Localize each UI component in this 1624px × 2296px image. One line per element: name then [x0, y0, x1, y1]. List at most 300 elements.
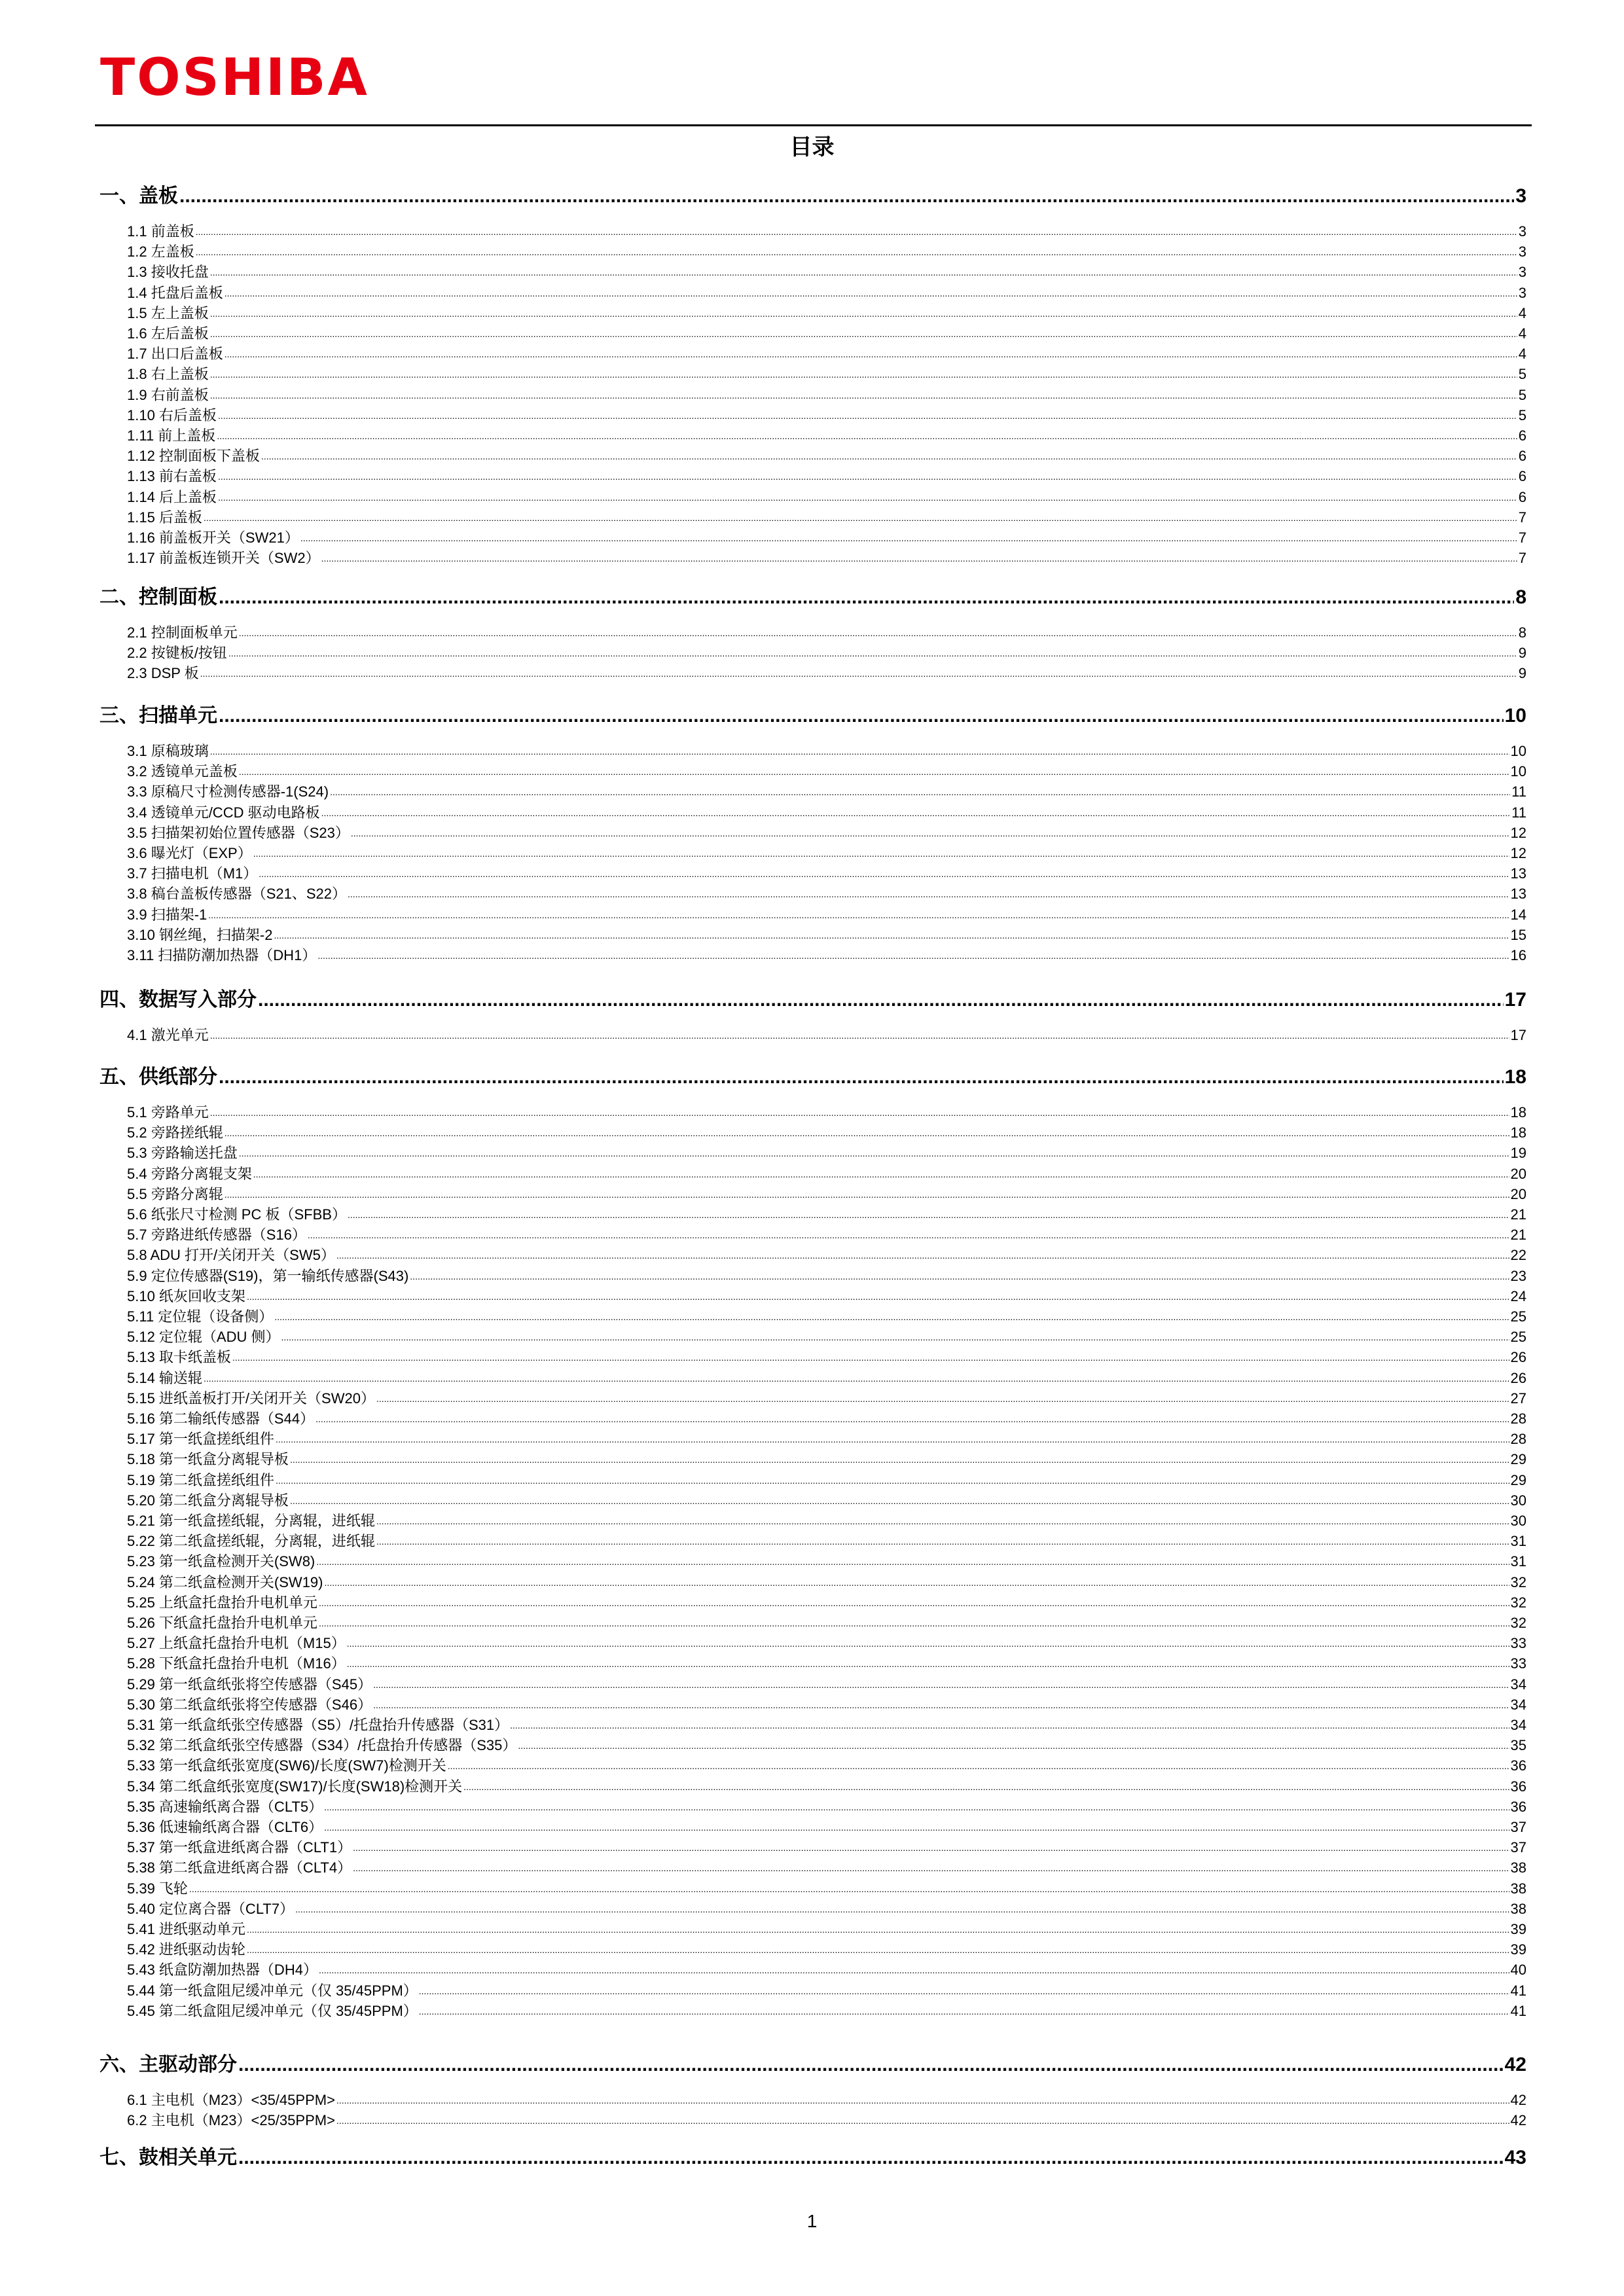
- dot-leader: [253, 1166, 1509, 1183]
- toc-item-label: 5.45 第二纸盒阻尼缓冲单元（仅 35/45PPM）: [127, 2002, 418, 2019]
- toc-item[interactable]: [99, 1941, 1526, 1958]
- toc-item-label: 5.15 进纸盖板打开/关闭开关（SW20）: [127, 1390, 375, 1407]
- toc-item[interactable]: [99, 906, 1526, 924]
- toc-item[interactable]: [99, 1839, 1526, 1856]
- toc-item[interactable]: [99, 1104, 1526, 1121]
- toc-item-label: 5.35 高速输纸离合器（CLT5）: [127, 1798, 323, 1815]
- toc-item-label: 5.23 第一纸盒检测开关(SW8): [127, 1553, 316, 1570]
- toc-item[interactable]: [99, 1676, 1526, 1693]
- toc-item-label: 5.7 旁路进纸传感器（S16）: [127, 1227, 306, 1244]
- toc-item[interactable]: [99, 550, 1526, 567]
- toc-chapter-page: 43: [1504, 2147, 1526, 2168]
- dot-leader: [225, 1124, 1509, 1141]
- toc-item-label: 5.25 上纸盒托盘抬升电机单元: [127, 1594, 317, 1611]
- toc-item[interactable]: [99, 489, 1526, 506]
- toc-item-page: 34: [1510, 1676, 1526, 1693]
- toc-item-label: 5.37 第一纸盒进纸离合器（CLT1）: [127, 1839, 352, 1856]
- toc-item[interactable]: [99, 1027, 1526, 1044]
- toc-item-page: 42: [1510, 2092, 1526, 2108]
- toc-item-page: 21: [1510, 1206, 1526, 1223]
- toc-item[interactable]: [99, 1778, 1526, 1795]
- dot-leader: [347, 1655, 1509, 1672]
- dot-leader: [448, 1757, 1509, 1774]
- toc-item[interactable]: [99, 1431, 1526, 1448]
- toc-chapter-label: 四、数据写入部分: [99, 989, 257, 1011]
- dot-leader: [373, 1696, 1509, 1713]
- dot-leader: [247, 1921, 1509, 1938]
- toc-item-page: 10: [1510, 743, 1526, 759]
- toc-item[interactable]: [99, 1635, 1526, 1652]
- toc-item[interactable]: [99, 243, 1526, 260]
- toc-chapter-label: 一、盖板: [99, 185, 178, 207]
- toc-item-page: 27: [1510, 1390, 1526, 1407]
- toc-item[interactable]: [99, 2112, 1526, 2129]
- toc-item-label: 5.43 纸盒防潮加热器（DH4）: [127, 1962, 317, 1979]
- toc-item-page: 9: [1518, 645, 1526, 662]
- toc-chapter-label: 三、扫描单元: [99, 705, 217, 726]
- toc-item-label: 1.11 前上盖板: [127, 427, 216, 444]
- toc-item-page: 33: [1510, 1635, 1526, 1652]
- dot-leader: [200, 665, 1517, 682]
- toc-item[interactable]: [99, 1799, 1526, 1816]
- toc-chapter[interactable]: [99, 705, 1526, 727]
- toc-item[interactable]: [99, 1390, 1526, 1407]
- toc-item-page: 39: [1510, 1921, 1526, 1937]
- dot-leader: [316, 1553, 1509, 1570]
- toc-item-page: 32: [1510, 1594, 1526, 1611]
- dot-leader: [463, 1778, 1509, 1795]
- dot-leader: [217, 427, 1517, 444]
- toc-chapter-page: 17: [1504, 989, 1526, 1011]
- toc-item-page: 26: [1510, 1369, 1526, 1386]
- toc-item-page: 29: [1510, 1471, 1526, 1488]
- toc-item[interactable]: [99, 407, 1526, 424]
- toc-item[interactable]: [99, 1696, 1526, 1713]
- dot-leader: [247, 1288, 1509, 1305]
- toc-item-page: 16: [1510, 947, 1526, 963]
- dot-leader: [210, 366, 1517, 383]
- dot-leader: [336, 2112, 1509, 2129]
- toc-item-page: 36: [1510, 1778, 1526, 1795]
- toc-item[interactable]: [99, 1553, 1526, 1570]
- dot-leader: [295, 1901, 1509, 1918]
- dot-leader: [300, 529, 1517, 547]
- toc-item-page: 18: [1510, 1104, 1526, 1121]
- dot-leader: [376, 1390, 1509, 1407]
- toc-item-page: 38: [1510, 1900, 1526, 1917]
- toc-item[interactable]: [99, 1819, 1526, 1836]
- toc-item-page: 31: [1510, 1553, 1526, 1570]
- dot-leader: [410, 1268, 1509, 1285]
- toc-item[interactable]: [99, 845, 1526, 862]
- toc-item-page: 15: [1510, 926, 1526, 943]
- toc-item-page: 11: [1511, 783, 1526, 800]
- dot-leader: [336, 1247, 1509, 1264]
- toc-chapter-page: 8: [1515, 586, 1526, 608]
- toc-item-label: 1.9 右前盖板: [127, 386, 209, 403]
- dot-leader: [259, 865, 1509, 882]
- toc-item-page: 3: [1518, 243, 1526, 260]
- toc-item[interactable]: [99, 763, 1526, 780]
- toc-item[interactable]: [99, 1145, 1526, 1162]
- toc-item-page: 41: [1510, 2002, 1526, 2019]
- toc-item[interactable]: [99, 509, 1526, 526]
- toc-item-page: 35: [1510, 1737, 1526, 1754]
- dot-leader: [321, 550, 1517, 567]
- dot-leader: [210, 1027, 1509, 1044]
- toc-item[interactable]: [99, 1859, 1526, 1876]
- dot-leader: [319, 1615, 1509, 1632]
- dot-leader: [239, 1145, 1509, 1162]
- toc-item-label: 1.1 前盖板: [127, 223, 194, 240]
- toc-item-label: 5.38 第二纸盒进纸离合器（CLT4）: [127, 1859, 352, 1876]
- toshiba-logo: TOSHIBA: [100, 48, 369, 107]
- toc-item[interactable]: [99, 1513, 1526, 1530]
- dot-leader: [238, 2147, 1504, 2169]
- toc-item[interactable]: [99, 1533, 1526, 1550]
- toc-item-label: 5.42 进纸驱动齿轮: [127, 1941, 245, 1958]
- toc-item[interactable]: [99, 387, 1526, 404]
- dot-leader: [330, 783, 1510, 800]
- toc-item-page: 5: [1518, 366, 1526, 383]
- toc-item-page: 26: [1510, 1349, 1526, 1366]
- toc-item-label: 5.39 飞轮: [127, 1880, 188, 1897]
- toc-item-label: 2.1 控制面板单元: [127, 624, 238, 641]
- dot-leader: [225, 1186, 1509, 1203]
- toc-item[interactable]: [99, 1166, 1526, 1183]
- toc-item-label: 5.16 第二输纸传感器（S44）: [127, 1410, 315, 1427]
- toc-item-label: 3.1 原稿玻璃: [127, 743, 209, 759]
- toc-item-label: 5.10 纸灰回收支架: [127, 1287, 245, 1304]
- toc-item-page: 30: [1510, 1492, 1526, 1509]
- toc-item-page: 30: [1510, 1513, 1526, 1529]
- page-number: 1: [806, 2211, 818, 2231]
- toc-item-page: 38: [1510, 1880, 1526, 1897]
- toc-item[interactable]: [99, 1921, 1526, 1938]
- toc-item-label: 5.5 旁路分离辊: [127, 1185, 223, 1202]
- toc-item[interactable]: [99, 1492, 1526, 1509]
- toc-item-page: 34: [1510, 1717, 1526, 1733]
- toc-item-page: 37: [1510, 1819, 1526, 1835]
- dot-leader: [210, 1104, 1509, 1121]
- toc-item[interactable]: [99, 1308, 1526, 1325]
- toc-item-page: 6: [1518, 427, 1526, 444]
- toc-item-page: 34: [1510, 1696, 1526, 1713]
- toc-chapter[interactable]: [99, 989, 1526, 1011]
- toc-item-page: 32: [1510, 1615, 1526, 1631]
- toc-item-label: 6.2 主电机（M23）<25/35PPM>: [127, 2112, 335, 2129]
- toc-item-label: 5.33 第一纸盒纸张宽度(SW6)/长度(SW7)检测开关: [127, 1757, 446, 1774]
- toc-item[interactable]: [99, 743, 1526, 760]
- toc-item-page: 14: [1510, 906, 1526, 923]
- toc-item[interactable]: [99, 1227, 1526, 1244]
- toc-item[interactable]: [99, 825, 1526, 842]
- toc-item[interactable]: [99, 1982, 1526, 2000]
- toc-item-page: 12: [1510, 824, 1526, 841]
- toc-item[interactable]: [99, 325, 1526, 342]
- toc-item-page: 38: [1510, 1859, 1526, 1876]
- toc-item[interactable]: [99, 886, 1526, 903]
- toc-item-label: 6.1 主电机（M23）<35/45PPM>: [127, 2092, 335, 2108]
- toc-item[interactable]: [99, 529, 1526, 547]
- toc-item[interactable]: [99, 1349, 1526, 1366]
- toc-item[interactable]: [99, 2092, 1526, 2109]
- toc-item-label: 1.2 左盖板: [127, 243, 194, 260]
- dot-leader: [281, 1329, 1509, 1346]
- toc-item[interactable]: [99, 645, 1526, 662]
- dot-leader: [274, 927, 1509, 944]
- toc-item-page: 42: [1510, 2112, 1526, 2129]
- dot-leader: [348, 1206, 1509, 1223]
- dot-leader: [324, 1819, 1509, 1836]
- dot-leader: [189, 1880, 1509, 1897]
- dot-leader: [321, 804, 1511, 821]
- dot-leader: [510, 1717, 1509, 1734]
- toc-item[interactable]: [99, 448, 1526, 465]
- toc-item-label: 5.24 第二纸盒检测开关(SW19): [127, 1573, 323, 1590]
- toc-item[interactable]: [99, 1594, 1526, 1611]
- toc-item[interactable]: [99, 624, 1526, 641]
- dot-leader: [376, 1533, 1509, 1550]
- toc-item-label: 3.7 扫描电机（M1）: [127, 865, 258, 882]
- toc-item-label: 1.4 托盘后盖板: [127, 284, 223, 301]
- dot-leader: [196, 243, 1517, 260]
- toc-item-page: 4: [1518, 325, 1526, 342]
- dot-leader: [210, 325, 1517, 342]
- toc-item-label: 5.6 纸张尺寸检测 PC 板（SFBB）: [127, 1206, 346, 1223]
- toc-item[interactable]: [99, 1186, 1526, 1203]
- toc-item-label: 5.32 第二纸盒纸张空传感器（S34）/托盘抬升传感器（S35）: [127, 1737, 517, 1754]
- toc-item-label: 3.3 原稿尺寸检测传感器-1(S24): [127, 783, 329, 800]
- toc-item-label: 5.27 上纸盒托盘抬升电机（M15）: [127, 1635, 346, 1652]
- toc-item-label: 5.40 定位离合器（CLT7）: [127, 1900, 295, 1917]
- dot-leader: [319, 1962, 1509, 1979]
- toc-item-page: 20: [1510, 1165, 1526, 1182]
- dot-leader: [253, 845, 1509, 862]
- toc-item[interactable]: [99, 366, 1526, 383]
- toc-item-page: 39: [1510, 1941, 1526, 1958]
- toc-item-label: 5.1 旁路单元: [127, 1104, 209, 1121]
- toc-item-page: 9: [1518, 665, 1526, 682]
- toc-item-label: 5.44 第一纸盒阻尼缓冲单元（仅 35/45PPM）: [127, 1982, 418, 1999]
- dot-leader: [373, 1676, 1509, 1693]
- toc-item[interactable]: [99, 947, 1526, 964]
- dot-leader: [317, 947, 1509, 964]
- toc-item-label: 5.11 定位辊（设备侧）: [127, 1308, 274, 1325]
- toc-item-label: 3.8 稿台盖板传感器（S21、S22）: [127, 886, 346, 903]
- dot-leader: [247, 1941, 1509, 1958]
- toc-chapter-label: 六、主驱动部分: [99, 2054, 237, 2075]
- dot-leader: [274, 1308, 1509, 1325]
- toc-item-label: 5.21 第一纸盒搓纸辊，分离辊，进纸辊: [127, 1513, 375, 1529]
- toc-item[interactable]: [99, 1410, 1526, 1427]
- toc-item-page: 7: [1518, 550, 1526, 567]
- toc-item-page: 17: [1510, 1027, 1526, 1043]
- toc-item[interactable]: [99, 1329, 1526, 1346]
- toc-item[interactable]: [99, 1124, 1526, 1141]
- toc-item-label: 5.22 第二纸盒搓纸辊，分离辊，进纸辊: [127, 1533, 375, 1550]
- toc-item-page: 13: [1510, 865, 1526, 882]
- toc-item[interactable]: [99, 804, 1526, 821]
- toc-item[interactable]: [99, 305, 1526, 322]
- toc-item-label: 4.1 激光单元: [127, 1027, 209, 1043]
- toc-item-page: 11: [1511, 804, 1526, 821]
- toc-item-label: 5.28 下纸盒托盘抬升电机（M16）: [127, 1655, 346, 1672]
- toc-item[interactable]: [99, 346, 1526, 363]
- dot-leader: [419, 2003, 1509, 2020]
- toc-item-page: 32: [1510, 1573, 1526, 1590]
- toc-item-page: 36: [1510, 1757, 1526, 1774]
- toc-item[interactable]: [99, 1880, 1526, 1897]
- toc-item[interactable]: [99, 783, 1526, 800]
- toc-item-label: 5.12 定位辊（ADU 侧）: [127, 1329, 280, 1346]
- toc-item-label: 5.8 ADU 打开/关闭开关（SW5）: [127, 1247, 335, 1264]
- toc-item-label: 3.5 扫描架初始位置传感器（S23）: [127, 824, 350, 841]
- dot-leader: [219, 586, 1514, 609]
- toc-item-page: 13: [1510, 886, 1526, 903]
- toc-item-label: 5.29 第一纸盒纸张将空传感器（S45）: [127, 1676, 372, 1693]
- dot-leader: [238, 2054, 1504, 2076]
- toc-item[interactable]: [99, 1615, 1526, 1632]
- dot-leader: [316, 1410, 1509, 1427]
- toc-item[interactable]: [99, 1451, 1526, 1468]
- dot-leader: [208, 906, 1509, 924]
- toc-chapter-page: 3: [1515, 185, 1526, 207]
- toc-item-page: 7: [1518, 509, 1526, 526]
- toc-chapter-page: 42: [1504, 2054, 1526, 2075]
- toc-item[interactable]: [99, 427, 1526, 444]
- toc-chapter[interactable]: [99, 1066, 1526, 1088]
- dot-leader: [276, 1431, 1509, 1448]
- toc-item-label: 1.3 接收托盘: [127, 264, 209, 281]
- toc-item[interactable]: [99, 223, 1526, 240]
- dot-leader: [210, 305, 1517, 322]
- toc-item-page: 37: [1510, 1839, 1526, 1856]
- toc-item-label: 1.7 出口后盖板: [127, 346, 223, 363]
- dot-leader: [290, 1492, 1509, 1509]
- toc-item[interactable]: [99, 665, 1526, 682]
- toc-item-label: 5.3 旁路输送托盘: [127, 1145, 238, 1162]
- toc-item-page: 5: [1518, 406, 1526, 423]
- dot-leader: [210, 264, 1517, 281]
- toc-item[interactable]: [99, 927, 1526, 944]
- toc-item[interactable]: [99, 1247, 1526, 1264]
- dot-leader: [179, 185, 1514, 207]
- dot-leader: [218, 407, 1517, 424]
- dot-leader: [196, 223, 1517, 240]
- dot-leader: [218, 468, 1517, 485]
- toc-item[interactable]: [99, 1206, 1526, 1223]
- toc-item[interactable]: [99, 468, 1526, 485]
- dot-leader: [225, 346, 1517, 363]
- toc-item-label: 1.8 右上盖板: [127, 366, 209, 383]
- toc-item-page: 28: [1510, 1410, 1526, 1427]
- toc-item-page: 21: [1510, 1227, 1526, 1244]
- toc-item[interactable]: [99, 1472, 1526, 1489]
- toc-item-page: 23: [1510, 1267, 1526, 1284]
- toc-item[interactable]: [99, 1737, 1526, 1754]
- toc-item-label: 1.14 后上盖板: [127, 488, 217, 505]
- dot-leader: [228, 645, 1517, 662]
- toc-item-page: 22: [1510, 1247, 1526, 1264]
- dot-leader: [319, 1594, 1509, 1611]
- dot-leader: [290, 1451, 1509, 1468]
- toc-item-label: 1.13 前右盖板: [127, 468, 217, 485]
- dot-leader: [347, 1635, 1509, 1652]
- toc-item-page: 3: [1518, 264, 1526, 281]
- toc-item-label: 3.4 透镜单元/CCD 驱动电路板: [127, 804, 320, 821]
- toc-item-label: 5.2 旁路搓纸辊: [127, 1124, 223, 1141]
- toc-chapter[interactable]: [99, 586, 1526, 609]
- toc-item[interactable]: [99, 1268, 1526, 1285]
- dot-leader: [219, 1066, 1504, 1088]
- dot-leader: [348, 886, 1509, 903]
- dot-leader: [261, 448, 1517, 465]
- table-of-contents: [99, 0, 1526, 2296]
- toc-item[interactable]: [99, 1288, 1526, 1305]
- toc-item-label: 1.6 左后盖板: [127, 325, 209, 342]
- toc-item-label: 1.12 控制面板下盖板: [127, 448, 260, 465]
- toc-item-label: 5.13 取卡纸盖板: [127, 1349, 231, 1366]
- toc-item-page: 4: [1518, 346, 1526, 363]
- toc-item-label: 5.41 进纸驱动单元: [127, 1921, 245, 1937]
- toc-item-page: 12: [1510, 845, 1526, 861]
- toc-item-page: 3: [1518, 223, 1526, 240]
- toc-item-label: 5.18 第一纸盒分离辊导板: [127, 1451, 289, 1468]
- toc-item[interactable]: [99, 2003, 1526, 2020]
- toc-item-page: 6: [1518, 488, 1526, 505]
- toc-item[interactable]: [99, 264, 1526, 281]
- toc-item-page: 10: [1510, 763, 1526, 780]
- toc-title: 目录: [789, 135, 835, 160]
- dot-leader: [353, 1839, 1509, 1856]
- toc-item-page: 18: [1510, 1124, 1526, 1141]
- toc-item[interactable]: [99, 865, 1526, 882]
- toc-item-label: 3.10 钢丝绳，扫描架-2: [127, 926, 273, 943]
- toc-item[interactable]: [99, 1655, 1526, 1672]
- toc-item[interactable]: [99, 1370, 1526, 1387]
- dot-leader: [308, 1227, 1509, 1244]
- toc-item-label: 5.17 第一纸盒搓纸组件: [127, 1431, 274, 1448]
- dot-leader: [210, 743, 1509, 760]
- toc-item-label: 5.26 下纸盒托盘抬升电机单元: [127, 1615, 317, 1631]
- toc-chapter-label: 七、鼓相关单元: [99, 2147, 237, 2168]
- dot-leader: [351, 825, 1509, 842]
- dot-leader: [276, 1472, 1509, 1489]
- toc-item-page: 31: [1510, 1533, 1526, 1550]
- toc-item[interactable]: [99, 1574, 1526, 1591]
- toc-item-page: 25: [1510, 1308, 1526, 1325]
- toc-item[interactable]: [99, 1717, 1526, 1734]
- toc-chapter[interactable]: [99, 185, 1526, 207]
- dot-leader: [325, 1574, 1509, 1591]
- dot-leader: [210, 387, 1517, 404]
- toc-item-label: 5.36 低速输纸离合器（CLT6）: [127, 1819, 323, 1835]
- toc-chapter[interactable]: [99, 2054, 1526, 2076]
- dot-leader: [419, 1982, 1509, 2000]
- dot-leader: [353, 1859, 1509, 1876]
- toc-item-label: 5.19 第二纸盒搓纸组件: [127, 1471, 274, 1488]
- toc-item[interactable]: [99, 1962, 1526, 1979]
- toc-chapter-page: 10: [1504, 705, 1526, 726]
- toc-item[interactable]: [99, 285, 1526, 302]
- toc-chapter[interactable]: [99, 2147, 1526, 2169]
- toc-item-page: 36: [1510, 1798, 1526, 1815]
- dot-leader: [258, 989, 1504, 1011]
- toc-item[interactable]: [99, 1757, 1526, 1774]
- toc-item[interactable]: [99, 1901, 1526, 1918]
- toc-item-label: 5.20 第二纸盒分离辊导板: [127, 1492, 289, 1509]
